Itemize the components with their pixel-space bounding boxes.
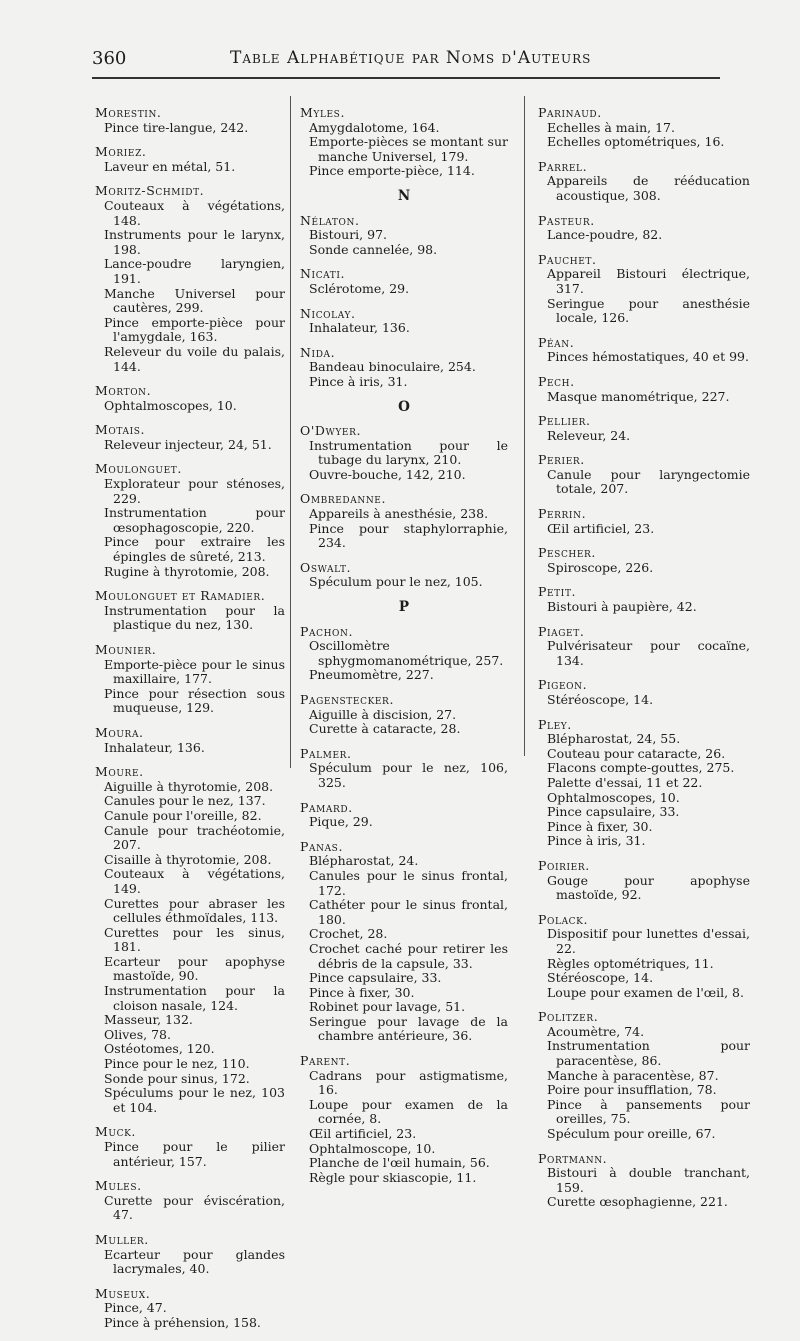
instrument-item: Ecarteur pour apophyse mastoïde, 90.	[104, 953, 285, 984]
instrument-item: Ostéotomes, 120.	[104, 1041, 215, 1057]
author-name: Parrel.	[538, 158, 588, 174]
instrument-item: Sonde pour sinus, 172.	[104, 1070, 250, 1086]
index-entry	[95, 726, 285, 755]
instrument-item: Stéréoscope, 14.	[547, 692, 654, 707]
instrument-item: Pince pour staphylorraphie, 234.	[309, 520, 508, 551]
author-name: Nélaton.	[300, 212, 360, 228]
index-entry	[95, 589, 285, 633]
instrument-item: Bistouri, 97.	[309, 227, 387, 243]
instrument-item: Pince pour résection sous muqueuse, 129.	[104, 685, 285, 716]
instrument-item: Inhalateur, 136.	[309, 320, 410, 336]
index-entry	[300, 346, 508, 390]
index-entry	[95, 384, 285, 413]
page-header	[92, 48, 720, 78]
author-name: Muck.	[95, 1124, 136, 1140]
index-entry	[538, 718, 750, 849]
instrument-item: Ecarteur pour glandes lacrymales, 40.	[104, 1246, 285, 1277]
instrument-item: Crochet, 28.	[309, 926, 388, 942]
index-entry	[538, 214, 750, 243]
author-name: Oswalt.	[300, 559, 352, 575]
section-letter: N	[397, 187, 411, 204]
instrument-item: Bistouri à paupière, 42.	[547, 599, 697, 615]
author-name: Moriez.	[95, 144, 147, 160]
instrument-item: Instrumentation pour œsophagoscopie, 220.	[104, 505, 285, 535]
instrument-item: Aiguille à thyrotomie, 208.	[104, 778, 274, 794]
instrument-item: Flacons compte-gouttes, 275.	[547, 760, 735, 776]
instrument-item: Loupe pour examen de l'œil, 8.	[547, 984, 744, 1000]
instrument-item: Canules pour le nez, 137.	[104, 793, 266, 809]
instrument-item: Releveur du voile du palais, 144.	[104, 343, 285, 374]
index-entry	[300, 693, 508, 737]
column-divider	[290, 96, 291, 768]
instrument-item: Curette pour éviscération, 47.	[104, 1192, 285, 1223]
index-entry	[538, 414, 750, 443]
index-entry	[538, 546, 750, 575]
index-entry	[300, 747, 508, 791]
author-name: Parent.	[300, 1053, 351, 1069]
index-entry	[300, 625, 508, 683]
instrument-item: Blépharostat, 24.	[309, 853, 419, 869]
author-name: Muller.	[95, 1231, 149, 1247]
instrument-item: Inhalateur, 136.	[104, 739, 205, 755]
column-divider	[524, 96, 525, 756]
instrument-item: Masseur, 132.	[104, 1012, 193, 1028]
author-name: Moure.	[95, 764, 144, 780]
author-name: O'Dwyer.	[300, 423, 362, 439]
instrument-item: Ophtalmoscopes, 10.	[547, 789, 680, 805]
instrument-item: Spéculum pour le nez, 105.	[309, 574, 483, 590]
author-name: Ombredanne.	[300, 491, 387, 507]
author-name: Polack.	[538, 911, 589, 927]
instrument-item: Œil artificiel, 23.	[309, 1126, 417, 1142]
instrument-item: Appareil Bistouri électrique, 317.	[547, 266, 750, 296]
instrument-item: Seringue pour lavage de la chambre antérieure, 36.	[309, 1013, 508, 1044]
page-number: 360	[92, 48, 127, 69]
author-name: Panas.	[300, 838, 344, 854]
instrument-item: Canule pour trachéotomie, 207.	[104, 822, 285, 853]
instrument-item: Cathéter pour le sinus frontal, 180.	[309, 897, 508, 927]
index-entry	[538, 913, 750, 1001]
instrument-item: Canule pour l'oreille, 82.	[104, 807, 262, 823]
instrument-item: Instruments pour le larynx, 198.	[104, 227, 285, 257]
author-name: Nida.	[300, 344, 336, 360]
author-name: Morestin.	[95, 105, 162, 120]
index-entry	[300, 492, 508, 550]
instrument-item: Curette œsophagienne, 221.	[547, 1194, 728, 1210]
instrument-item: Sonde cannelée, 98.	[309, 241, 438, 257]
instrument-item: Stéréoscope, 14.	[547, 970, 654, 986]
author-name: Moulonguet.	[95, 461, 182, 477]
instrument-item: Dispositif pour lunettes d'essai, 22.	[547, 926, 750, 956]
author-name: Pagenstecker.	[300, 692, 395, 707]
instrument-item: Releveur, 24.	[547, 427, 631, 443]
index-entry	[538, 160, 750, 204]
instrument-item: Pince tire-langue, 242.	[104, 119, 249, 135]
instrument-item: Oscillomètre sphygmomanométrique, 257.	[309, 638, 504, 668]
author-name: Moura.	[95, 724, 144, 740]
instrument-item: Lance-poudre laryngien, 191.	[104, 256, 285, 286]
index-entry	[95, 765, 285, 1115]
author-name: Piaget.	[538, 623, 585, 639]
index-entry	[300, 801, 508, 830]
index-entry	[538, 625, 750, 669]
index-entry	[300, 1054, 508, 1185]
author-name: Nicolay.	[300, 305, 356, 321]
instrument-item: Pince à iris, 31.	[309, 373, 408, 389]
author-name: Morton.	[95, 383, 152, 399]
author-name: Moulonguet et Ramadier.	[95, 588, 266, 604]
instrument-item: Pince à fixer, 30.	[547, 818, 653, 834]
index-entry	[95, 145, 285, 174]
index-entry	[95, 423, 285, 452]
instrument-item: Manche Universel pour cautères, 299.	[104, 285, 285, 316]
instrument-item: Pince à pansements pour oreilles, 75.	[547, 1096, 750, 1127]
instrument-item: Robinet pour lavage, 51.	[309, 999, 466, 1015]
author-name: Portmann.	[538, 1150, 608, 1166]
instrument-item: Emporte-pièce pour le sinus maxillaire, 177.	[104, 656, 285, 687]
instrument-item: Ophtalmoscopes, 10.	[104, 397, 237, 413]
index-entry	[95, 462, 285, 579]
index-entry	[538, 453, 750, 497]
instrument-item: Curette à cataracte, 28.	[309, 721, 461, 737]
instrument-item: Instrumentation pour le tubage du larynx, 210.	[309, 437, 508, 468]
instrument-item: Manche à paracentèse, 87.	[547, 1067, 719, 1083]
index-entry	[95, 184, 285, 374]
instrument-item: Explorateur pour sténoses, 229.	[104, 476, 285, 506]
instrument-item: Palette d'essai, 11 et 22.	[547, 774, 703, 790]
instrument-item: Instrumentation pour paracentèse, 86.	[547, 1038, 750, 1069]
index-column-2	[300, 106, 508, 1195]
author-name: Motais.	[95, 422, 146, 438]
instrument-item: Couteaux à végétations, 149.	[104, 866, 285, 896]
instrument-item: Releveur injecteur, 24, 51.	[104, 436, 272, 452]
instrument-item: Pince emporte-pièce, 114.	[309, 163, 475, 179]
author-name: Nicati.	[300, 266, 346, 282]
index-entry	[300, 561, 508, 590]
author-name: Parinaud.	[538, 105, 602, 120]
author-name: Pauchet.	[538, 251, 597, 267]
index-entry	[538, 859, 750, 903]
instrument-item: Pince à fixer, 30.	[309, 984, 415, 1000]
instrument-item: Loupe pour examen de la cornée, 8.	[309, 1096, 508, 1127]
header-rule	[92, 77, 720, 79]
instrument-item: Olives, 78.	[104, 1026, 171, 1042]
instrument-item: Acoumètre, 74.	[547, 1023, 645, 1039]
instrument-item: Pique, 29.	[309, 814, 373, 830]
instrument-item: Cisaille à thyrotomie, 208.	[104, 851, 272, 867]
instrument-item: Spéculum pour oreille, 67.	[547, 1126, 716, 1142]
instrument-item: Laveur en métal, 51.	[104, 158, 236, 174]
author-name: Moritz-Schmidt.	[95, 183, 205, 199]
instrument-item: Pulvérisateur pour cocaïne, 134.	[547, 638, 750, 668]
author-name: Museux.	[95, 1285, 151, 1301]
instrument-item: Spéculums pour le nez, 103 et 104.	[104, 1085, 285, 1115]
index-entry	[538, 106, 750, 150]
index-entry	[95, 1287, 285, 1331]
instrument-item: Pince, 47.	[104, 1300, 167, 1316]
index-entry	[95, 106, 285, 135]
instrument-item: Bistouri à double tranchant, 159.	[547, 1165, 750, 1195]
instrument-item: Canules pour le sinus frontal, 172.	[309, 867, 508, 898]
author-name: Mules.	[95, 1178, 142, 1194]
index-entry	[300, 106, 508, 179]
instrument-item: Pince à préhension, 158.	[104, 1314, 261, 1330]
index-entry	[538, 253, 750, 326]
index-entry	[538, 1152, 750, 1210]
index-entry	[538, 336, 750, 365]
instrument-item: Pince pour extraire les épingles de sûreté, 213.	[104, 534, 285, 565]
instrument-item: Couteau pour cataracte, 26.	[547, 745, 726, 761]
instrument-item: Pinces hémostatiques, 40 et 99.	[547, 349, 749, 365]
index-entry	[95, 1179, 285, 1223]
instrument-item: Appareils de rééducation acoustique, 308.	[547, 173, 750, 203]
instrument-item: Seringue pour anesthésie locale, 126.	[547, 295, 750, 326]
instrument-item: Amygdalotome, 164.	[309, 119, 440, 135]
instrument-item: Emporte-pièces se montant sur manche Universel, 179.	[309, 134, 508, 164]
instrument-item: Bandeau binoculaire, 254.	[309, 359, 476, 375]
instrument-item: Gouge pour apophyse mastoïde, 92.	[547, 872, 750, 903]
instrument-item: Pince à iris, 31.	[547, 833, 646, 849]
author-name: Pamard.	[300, 799, 353, 815]
index-column-1	[95, 106, 285, 1341]
author-name: Pasteur.	[538, 212, 595, 228]
instrument-item: Pince capsulaire, 33.	[547, 804, 680, 820]
author-name: Petit.	[538, 584, 577, 600]
author-name: Palmer.	[300, 745, 352, 761]
section-letter: O	[398, 398, 410, 415]
author-name: Myles.	[300, 105, 346, 120]
instrument-item: Pince emporte-pièce pour l'amygdale, 163.	[104, 314, 285, 345]
author-name: Péan.	[538, 334, 575, 350]
instrument-item: Blépharostat, 24, 55.	[547, 731, 681, 747]
instrument-item: Sclérotome, 29.	[309, 280, 410, 296]
index-entry	[538, 507, 750, 536]
instrument-item: Pince capsulaire, 33.	[309, 970, 442, 986]
author-name: Pescher.	[538, 545, 597, 561]
index-entry	[95, 643, 285, 716]
index-entry	[300, 307, 508, 336]
instrument-item: Poire pour insufflation, 78.	[547, 1082, 717, 1098]
instrument-item: Planche de l'œil humain, 56.	[309, 1155, 490, 1171]
instrument-item: Règle pour skiascopie, 11.	[309, 1169, 477, 1185]
instrument-item: Canule pour laryngectomie totale, 207.	[547, 466, 750, 497]
instrument-item: Echelles à main, 17.	[547, 119, 675, 135]
instrument-item: Instrumentation pour la plastique du nez, 130.	[104, 602, 285, 633]
author-name: Perier.	[538, 452, 585, 468]
instrument-item: Spéculum pour le nez, 106, 325.	[309, 760, 508, 790]
instrument-item: Instrumentation pour la cloison nasale, 124.	[104, 983, 285, 1013]
instrument-item: Curettes pour abraser les cellules éthmoïdales, 113.	[104, 895, 285, 926]
index-entry	[300, 267, 508, 296]
index-entry	[95, 1233, 285, 1277]
index-entry	[538, 585, 750, 614]
index-entry	[95, 1125, 285, 1169]
author-name: Pley.	[538, 716, 572, 732]
author-name: Politzer.	[538, 1009, 599, 1025]
instrument-item: Aiguille à discision, 27.	[309, 706, 457, 722]
index-entry	[300, 424, 508, 482]
index-entry	[538, 1010, 750, 1141]
index-entry	[538, 678, 750, 707]
instrument-item: Couteaux à végétations, 148.	[104, 197, 285, 228]
author-name: Pachon.	[300, 623, 354, 639]
instrument-item: Echelles optométriques, 16.	[547, 134, 725, 150]
instrument-item: Rugine à thyrotomie, 208.	[104, 563, 270, 579]
instrument-item: Pneumomètre, 227.	[309, 667, 434, 683]
instrument-item: Pince pour le pilier antérieur, 157.	[104, 1139, 285, 1169]
instrument-item: Appareils à anesthésie, 238.	[309, 506, 489, 522]
index-entry	[300, 840, 508, 1044]
instrument-item: Ouvre-bouche, 142, 210.	[309, 466, 466, 482]
author-name: Pech.	[538, 373, 575, 389]
instrument-item: Pince pour le nez, 110.	[104, 1056, 250, 1072]
running-title: Table Alphabétique par Noms d'Auteurs	[230, 48, 592, 68]
instrument-item: Crochet caché pour retirer les débris de la capsule, 33.	[309, 940, 508, 971]
instrument-item: Lance-poudre, 82.	[547, 227, 663, 243]
instrument-item: Règles optométriques, 11.	[547, 955, 714, 971]
index-column-3	[538, 106, 750, 1220]
author-name: Pigeon.	[538, 677, 588, 693]
author-name: Pellier.	[538, 413, 591, 429]
instrument-item: Curettes pour les sinus, 181.	[104, 924, 285, 955]
instrument-item: Œil artificiel, 23.	[547, 520, 655, 536]
instrument-item: Ophtalmoscope, 10.	[309, 1140, 436, 1156]
instrument-item: Spiroscope, 226.	[547, 559, 654, 575]
author-name: Perrin.	[538, 506, 587, 522]
author-name: Mounier.	[95, 642, 157, 657]
author-name: Poirier.	[538, 857, 590, 873]
instrument-item: Cadrans pour astigmatisme, 16.	[309, 1067, 508, 1098]
index-entry	[300, 214, 508, 258]
instrument-item: Masque manométrique, 227.	[547, 388, 730, 404]
section-letter: P	[398, 599, 410, 616]
index-entry	[538, 375, 750, 404]
